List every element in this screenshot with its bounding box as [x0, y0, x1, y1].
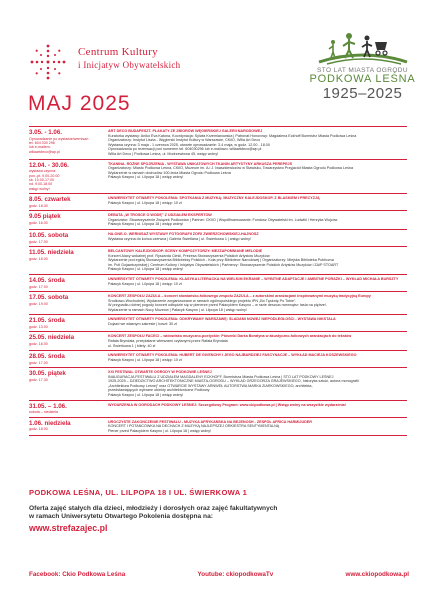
event-date — [29, 249, 108, 272]
event-date-detail: godz. 17.30 — [29, 377, 48, 382]
event-description — [108, 249, 407, 272]
event-row — [29, 246, 407, 274]
event-detail-line: Wystawa czynna do końca czerwca | Galeria Świetlana | ul. Świerkowa 1 | wstęp wolny! — [108, 236, 252, 241]
event-description — [108, 232, 407, 244]
organization-name-line1: Centrum Kultury — [78, 46, 158, 58]
event-description — [108, 317, 407, 329]
event-description — [108, 420, 407, 434]
event-date — [29, 420, 108, 434]
event-description — [108, 403, 407, 415]
event-row — [29, 314, 407, 331]
event-date-detail: willaartdeco@wp.pl — [29, 149, 61, 154]
anniversary-town-name: PODKOWA LEŚNA — [309, 73, 416, 85]
event-detail-line: Organizator: Stowarzyszenie Związek Podkowian | Partner: CKiIO | Współfinansowanie: Fundusz Obywatelski im. Ludwiki i Henryka Wujców — [108, 217, 338, 222]
event-detail-line: Pałacyk Kasyno | ul. Lilpopa 18 | wstęp: 10 zł — [108, 357, 182, 362]
homepage-link[interactable]: www.ckiopodkowa.pl — [345, 571, 409, 578]
event-date-main: 17.05. sobota — [29, 293, 69, 301]
event-date-detail: godz. 13.00 — [29, 324, 48, 329]
website-link[interactable]: www.strefazajec.pl — [29, 522, 108, 533]
event-detail-line: Wydarzenie w ramach obchodów 100-lecia Miasta Ogrodu Podkowa Leśna — [108, 170, 231, 175]
event-date — [29, 403, 108, 415]
organization-name — [78, 46, 180, 71]
event-detail-line: Pałacyk Kasyno | ul. Lilpopa 18 | wstęp: 10 zł — [108, 281, 182, 286]
event-detail-line: Środkowo-Wschodniej. Wydarzenie zorganizowane w ramach ogólnopolskiego projektu IPN „Bo Tęsknię Po Tobie”. — [108, 298, 297, 303]
event-date — [29, 294, 108, 312]
event-date-detail: godz. 19.00 — [29, 301, 48, 306]
event-detail-line: Pałacyk Kasyno | ul. Lilpopa 18 | wstęp wolny! — [108, 175, 184, 180]
event-date — [29, 232, 108, 244]
event-date-main: 1.06. niedziela — [29, 419, 71, 427]
event-date-detail: wstęp wolny! — [29, 186, 50, 191]
event-detail-line: im. Poli Gojawiczyńskiej | Centrum Kultury i Inicjatyw Obywatelskich | Partnerzy: Stowarzyszenie Polskich Artystów Muzyków i ZAiP STOART — [108, 262, 339, 267]
event-date — [29, 213, 108, 227]
event-date-detail: godz. 16.00 — [29, 256, 48, 261]
event-detail-line: Wystawa czynna: 3 maja - 1 czerwca 2025, otwarte oprowadzanie: 3-4 maja, w godz. 12.00 - 18.00 — [108, 142, 270, 147]
event-description — [108, 213, 407, 227]
event-date — [29, 370, 108, 398]
social-links — [29, 571, 409, 578]
event-date-detail: godz. 18.30 — [29, 203, 48, 208]
event-date-main: 25.05. niedziela — [29, 334, 75, 342]
event-date-detail: godz. 18.00 — [29, 427, 48, 432]
anniversary-years: 1925–2025 — [322, 85, 403, 102]
event-detail-line: Pałacyk Kasyno | ul. Lilpopa 18 | wstęp wolny! — [108, 222, 184, 227]
event-row — [29, 291, 407, 314]
event-description — [108, 196, 407, 208]
footer — [29, 488, 409, 533]
event-date-detail: lub e-mailem: — [29, 145, 51, 150]
event-date — [29, 129, 108, 157]
anniversary-caption: STO LAT MIASTA OGRODU — [317, 67, 408, 74]
event-detail-line: „Architektura Podkowy Leśnej” oraz OTWARCIE WYSTAWY ARNWEŁ AUTORSTWA MARKA ZIARKOWSKIEGO, architekta, — [108, 383, 313, 388]
event-date-main: 8.05. czwartek — [29, 196, 71, 204]
event-row — [29, 367, 407, 400]
event-row — [29, 193, 407, 210]
event-title: XXI FESTIWAL OTWARTE OGRODY W PODKOWIE LEŚNEJ — [108, 370, 212, 375]
event-detail-line: Willa Art Deco | Podkowa Leśna, ul. Modrzewiowa 45, wstęp wolny! — [108, 151, 219, 156]
event-detail-line: W przypadku dobrej pogody koncert odbędzie się w plenerze przed Pałacykiem Kasyno – w razie deszczu wewnątrz: łasia na piętrze!. — [108, 303, 327, 308]
offer-line1: Oferta zajęć stałych dla dzieci, młodzieży i dorosłych oraz zajęć fakultatywnych — [29, 505, 278, 512]
event-date-main: 30.05. piątek — [29, 370, 66, 378]
event-detail-line: KONCERT I POTAŃCÓWKA NA DECHACH Z MUZYKĄ NAJLEPSZEJ ORKIESTRA SENTYMENTALNĄ — [108, 424, 280, 429]
event-date-detail: nd. 9.00-18.00 — [29, 182, 53, 187]
event-date-detail: pon.-pt. 9.00-20.00 — [29, 173, 60, 178]
event-title: ART DECO BUDAPESZT. PLAKATY ZE ZBIORÓW WĘGIERSKIEJ GALERII NARODOWEJ — [108, 129, 263, 133]
event-title: WYDARZENIA W OGRODACH PODKOWY LEŚNEJ: Szczegółowy Program: www.ckipodkowa.pl | Wstęp wolny na wszystkie wydarzenia! — [108, 402, 346, 407]
event-date-detail: godz. 16.00 — [29, 341, 48, 346]
event-row — [29, 229, 407, 246]
event-detail-line: Wydarzenie w ramach Nocy Muzeów | Pałacyk Kasyno | ul. Lilpopa 18 | wstęp wolny! — [108, 307, 247, 312]
event-row — [29, 400, 407, 417]
event-date-detail: wystawa czynna: — [29, 169, 57, 174]
event-description — [108, 370, 407, 398]
organization-name-line2: i Inicjatyw Obywatelskich — [78, 60, 181, 70]
event-title: DEBATA „W TROSCE O WODĘ” Z UDZIAŁEM EKSPERTÓW — [108, 213, 212, 218]
event-title: TKANINA. RÓŻNE SPOJRZENIA - WYSTAWA UNIKATOWYCH TKANIN ARTYSTYNY ARKUSZA PEREPEJŚ — [108, 161, 293, 166]
page-title: MAJ 2025 — [28, 92, 131, 115]
event-title: UNIWERSYTET OTWARTY POKOLENIA: SPOTKANIA Z MUZYKĄ: MUZYCZNY KALEJDOSKOP. Z BLASKIEM I PRECYZJĄ — [108, 196, 320, 201]
event-detail-line: ul. Świerkowa 1 | bilety: 40 zł — [108, 343, 156, 348]
event-title: UNIWERSYTET OTWARTY POKOLENIA: KLASYKA LITERACKA NA WIELKIM EKRANIE – WYBITNE ADAPTACJE I AMBITNE PORAŻKI – WYKŁAD MICHAŁA BURSZTY — [108, 276, 399, 281]
event-date — [29, 317, 108, 329]
event-date — [29, 334, 108, 348]
event-date-main: 3.05. - 1.06. — [29, 129, 63, 136]
event-detail-line: Pałacyk Kasyno | ul. Lilpopa 18 | wstęp: 10 zł — [108, 200, 182, 205]
event-date-main: 31.05. – 1.06. — [29, 402, 67, 410]
anniversary-logo — [300, 28, 425, 102]
event-date-main: 10.05. sobota — [29, 231, 69, 239]
event-description — [108, 353, 407, 365]
event-description — [108, 334, 407, 348]
event-row — [29, 210, 407, 229]
event-date-detail: Oprowadzanie po wystawie/wernisaż: — [29, 136, 89, 141]
event-date — [29, 162, 108, 192]
event-description — [108, 129, 407, 157]
event-date — [29, 277, 108, 289]
address: PODKOWA LEŚNA, UL. LILPOPA 18 I UL. ŚWIERKOWA 1 — [29, 488, 248, 497]
event-description — [108, 294, 407, 312]
event-date-main: 28.05. środa — [29, 353, 65, 361]
event-date-detail: godz. 17.00 — [29, 239, 48, 244]
event-detail-line: INAUGURACJA FESTIWALU Z UDZIAŁEM MAGDALENY ECKHOFF, Burmistrza Miasta Podkowa Leśna | STO LAT PODKOWY LEŚNEJ — [108, 374, 334, 379]
event-detail-line: Pałacyk Kasyno | ul. Lilpopa 18 | wstęp wolny! — [108, 267, 184, 272]
event-date-detail: sb. 10.00-17.00 — [29, 177, 54, 182]
event-row — [29, 350, 407, 367]
event-date-detail: godz. 17.00 — [29, 284, 48, 289]
event-title: UNIWERSYTET OTWARTY POKOLENIA: ODKRYWAMY WARSZAWĘ: ŚLADAMI NOWEJ NIEPODLEGŁOŚCI - WYSTAWA NIKSTALA — [108, 317, 336, 322]
event-title: UROCZYSTE ZAKOŃCZENIE FESTIWALU - MUZYKA AFRYKAŃSKA NA BEJENOSH - ZESPÓŁ AFRICA HARMIJUDER — [108, 419, 312, 424]
event-date-main: 12.04. - 30.06. — [29, 161, 69, 169]
event-title: BELCANTOWY KALEJDOSKOP. SCENY KOMPOZYTORZY: MEZZAPOMNIANE MELODIE — [108, 248, 263, 253]
event-description — [108, 277, 407, 289]
event-date-main: 21.05. środa — [29, 317, 65, 325]
event-detail-line: Pałacyk Kasyno | ul. Lilpopa 18 | wstęp wolny! — [108, 393, 184, 398]
event-detail-line: Plener przed Pałacykiem Kasyno | ul. Lilpopa 18 | wstęp wolny! — [108, 428, 212, 433]
facebook-link[interactable]: Facebook: Ckio Podkowa Leśna — [29, 571, 126, 578]
offer-line2: w ramach Uniwersytetu Otwartego Pokolenia dostępna na: — [29, 513, 213, 521]
event-detail-line: Wydarzenie pod egidą Stowarzyszenia Biblioteksy Polskich - Koła przy Bibliotece Narodowej | Organizatorzy: Miejska Biblioteka Publiczna — [108, 258, 334, 263]
event-detail-line: Organizatorzy: Miasto Podkowa Leśna, CKiIO, Muzeum im. A.i J. Iwaszkiewiczów w Stawisku, Towarzystwo Przyjaciół Miasta Ogrodu Podkowa Leśna — [108, 166, 354, 171]
event-date-main: 11.05. niedziela — [29, 248, 74, 256]
event-detail-line: Koncert Alaxy wokalnej prof. Ryszarda Cieśli, Prezesa Stowarzyszenia Polskich Artystów Muzyków. — [108, 253, 271, 258]
event-date-detail: godz. 17.00 — [29, 360, 48, 365]
event-row — [29, 331, 407, 350]
event-date-detail: sobota – niedziela — [29, 410, 58, 415]
event-title: KONCERT ZESPOŁU ZAZULA – koncert słowiańsko-folkowego zespołu ZAZULA – z autorskimi aranżacjami inspirowanymi muzyką tradycyjną Europy — [108, 293, 371, 298]
event-row — [29, 274, 407, 291]
event-detail-line: 1925-2025 – DZIEDZICTWO ARCHITEKTONICZNE MIASTA-OGRODU – WYKŁAD GRZEGORZA GRAJEWSKIEGO, historyka sztuki, autora monografii — [108, 379, 359, 384]
stroller-figures-icon — [317, 28, 409, 66]
event-date-main: 14.05. środa — [29, 276, 65, 284]
events-list — [29, 126, 407, 436]
event-detail-line: Rafała Bryndala, przeplatane wierszami czytanymi przez Rafała Bryndala — [108, 338, 228, 343]
event-date — [29, 353, 108, 365]
event-detail-line: Kuratorka wystawy: Anikó Éva Katona, Koordynacja: Sylwia Krzemianowska | Patronat Honorowy: Magdalena Eckhoff Burmistrz Miasta Podkowa Leśna — [108, 133, 357, 138]
event-date — [29, 196, 108, 208]
event-title: UNIWERSYTET OTWARTY POKOLENIA: HUBERT DE GIVENCHY I JEGO NAJBARDZIEJ FASCYNACJE – WYKŁAD MACIEJA KOSZEWSKIEGO — [108, 353, 357, 358]
event-row — [29, 417, 407, 437]
event-date-detail: tel. 604 030 296 — [29, 141, 55, 145]
event-detail-line: przedstawiających wybrane obiekty architektoniczne Podkowy — [108, 388, 210, 393]
event-row — [29, 159, 407, 194]
youtube-link[interactable]: Youtube: ckiopodkowaTv — [197, 571, 274, 578]
star-burst-icon — [28, 42, 68, 82]
event-detail-line: Organizatorzy: Instytut Liszta - Węgierski Instytut Kultury w Warszawie, CKiIO, Willa Art Deco — [108, 138, 261, 143]
event-detail-line: Oprowadzania po rezerwacji pod numerem tel. 604030296 lub e-mailowo: willaartdeco@wp.pl — [108, 147, 262, 152]
event-date-main: 9.05 piątek — [29, 213, 61, 221]
event-description — [108, 162, 407, 192]
event-detail-line: Dojazd we własnym zakresie | koszt: 30 zł — [108, 321, 177, 326]
offer-text — [29, 505, 409, 522]
event-title: HA-ONE-O. WERNISAŻ WYSTAWY FOTOGRAFII ZOFII ZWIERZCHOWSKIEJ-HAJNOSZ — [108, 231, 259, 236]
event-title: KONCERT ZESPOŁU FACECI – widowisko muzyczno-poetyckie: Piosenki Darka Borałyna w akustyczno-folkowych aranżacjach do tekstów — [108, 334, 352, 339]
event-row — [29, 126, 407, 159]
event-date-detail: godz. 16.00 — [29, 220, 48, 225]
